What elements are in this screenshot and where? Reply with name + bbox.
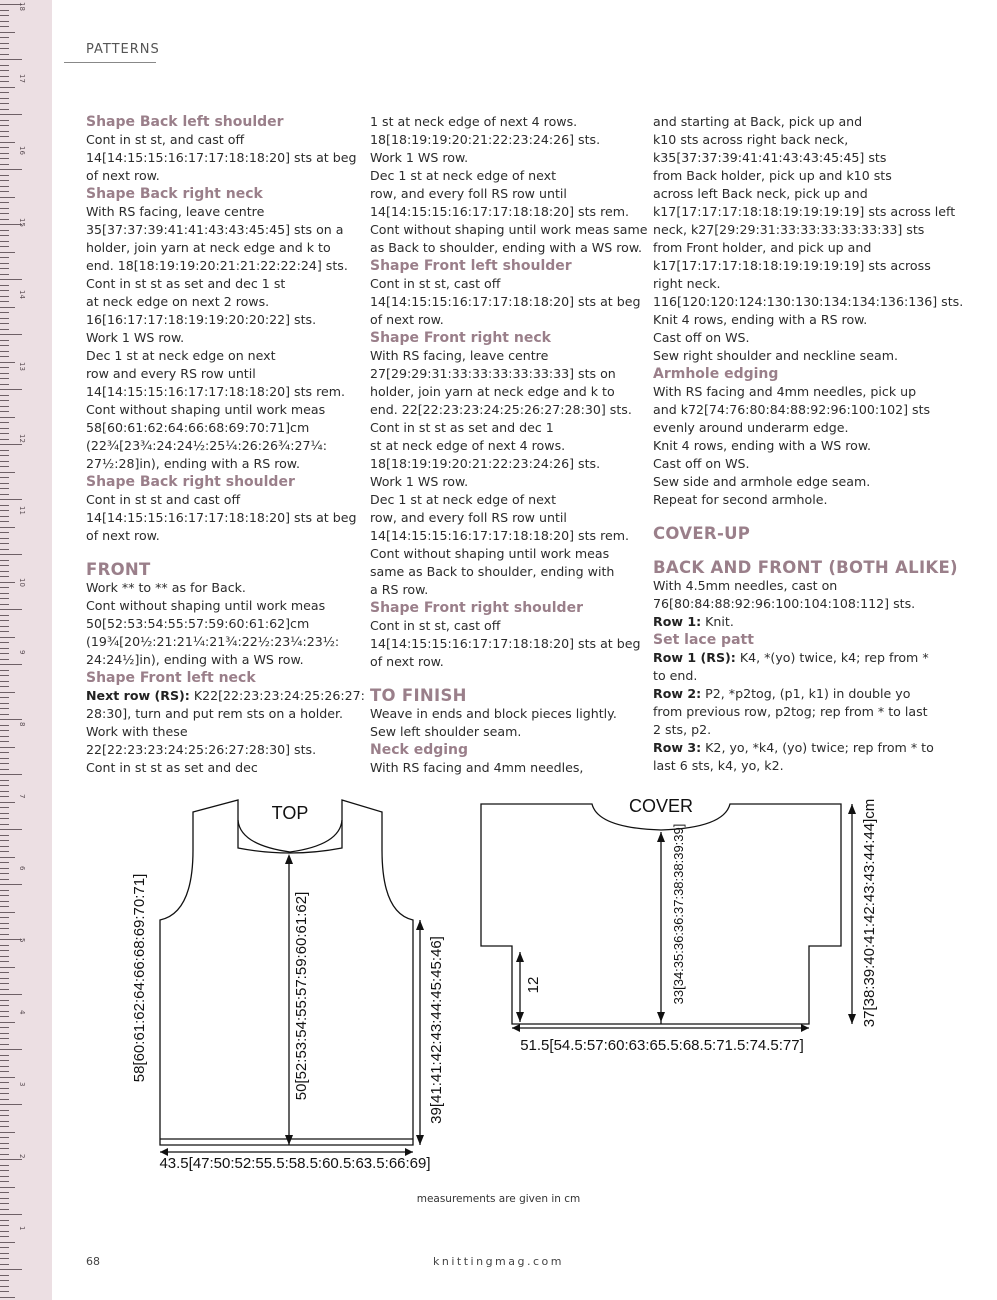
body-line: 2 sts, p2. bbox=[653, 722, 712, 737]
body-line: 14[14:15:15:16:17:17:18:18:20] sts rem. bbox=[370, 528, 630, 543]
body-line: holder, join yarn at neck edge and k to bbox=[86, 240, 331, 255]
body-line: 35[37:37:39:41:41:43:43:45:45] sts on a bbox=[86, 222, 344, 237]
row-label: Row 2: bbox=[653, 686, 702, 701]
subheading: Armhole edging bbox=[653, 366, 779, 382]
body-line: a RS row. bbox=[370, 582, 429, 597]
body-line: Work 1 WS row. bbox=[86, 330, 185, 345]
body-line: holder, join yarn at neck edge and k to bbox=[370, 384, 615, 399]
body-line: 18[18:19:19:20:21:22:23:24:26] sts. bbox=[370, 456, 601, 471]
body-line: row, and every foll RS row until bbox=[370, 510, 567, 525]
body-line: Work with these bbox=[86, 724, 188, 739]
body-line: of next row. bbox=[86, 168, 160, 183]
body-line: Work 1 WS row. bbox=[370, 150, 469, 165]
ruler-label: 5 bbox=[18, 938, 26, 943]
cover-label: COVER bbox=[628, 796, 694, 816]
body-line: across left Back neck, pick up and bbox=[653, 186, 868, 201]
body-line: Cont in st st as set and dec 1 st bbox=[86, 276, 286, 291]
section-label: PATTERNS bbox=[86, 42, 160, 57]
cover-schematic bbox=[481, 804, 852, 1028]
body-line: With RS facing, leave centre bbox=[370, 348, 549, 363]
subheading: Shape Front left neck bbox=[86, 670, 256, 686]
cover-center-label: 33[34:35:36:36:37:38:38:39:39] bbox=[671, 823, 686, 1005]
body-line: Cont in st st as set and dec 1 bbox=[370, 420, 554, 435]
body-line: 50[52:53:54:55:57:59:60:61:62]cm bbox=[86, 616, 310, 631]
subheading: Shape Front right neck bbox=[370, 330, 551, 346]
cover-width-label: 51.5[54.5:57:60:63:65.5:68.5:71.5:74.5:77] bbox=[520, 1037, 804, 1054]
subheading: Shape Back left shoulder bbox=[86, 114, 284, 130]
top-arrows bbox=[160, 854, 424, 1156]
body-line: 22[22:23:23:24:25:26:27:28:30] sts. bbox=[86, 742, 317, 757]
ruler-label: 14 bbox=[18, 290, 26, 299]
body-line: row, and every foll RS row until bbox=[370, 186, 567, 201]
body-line: k17[17:17:17:18:18:19:19:19:19] sts across bbox=[653, 258, 931, 273]
ruler-label: 15 bbox=[18, 218, 26, 227]
top-side-label: 39[41:41:42:43:44:45:45:46] bbox=[428, 936, 445, 1124]
cover-sleeve-label: 12 bbox=[525, 976, 542, 994]
body-line: 27½:28]in), ending with a RS row. bbox=[86, 456, 300, 471]
body-line: With RS facing and 4mm needles, pick up bbox=[653, 384, 917, 399]
subheading: Shape Front left shoulder bbox=[370, 258, 572, 274]
top-center-label: 50[52:53:54:55:57:59:60:61:62] bbox=[293, 891, 310, 1101]
top-outline bbox=[160, 800, 413, 1145]
top-neck-line bbox=[238, 820, 342, 853]
cover-length-label: 37[38:39:40:41:42:43:43:44:44]cm bbox=[861, 798, 878, 1028]
ruler-label: 8 bbox=[18, 722, 26, 727]
body-line: Sew left shoulder seam. bbox=[370, 724, 522, 739]
ruler-label: 12 bbox=[18, 434, 26, 443]
ruler-label: 6 bbox=[18, 866, 26, 871]
body-line: same as Back to shoulder, ending with bbox=[370, 564, 615, 579]
section-heading: COVER-UP bbox=[653, 524, 751, 543]
ruler-label: 9 bbox=[18, 650, 26, 655]
body-line: 14[14:15:15:16:17:17:18:18:20] sts rem. bbox=[370, 204, 630, 219]
body-line: 58[60:61:62:64:66:68:69:70:71]cm bbox=[86, 420, 310, 435]
body-line: row and every RS row until bbox=[86, 366, 256, 381]
body-line: from previous row, p2tog; rep from * to last bbox=[653, 704, 928, 719]
subheading: Shape Back right neck bbox=[86, 186, 263, 202]
body-line: Sew side and armhole edge seam. bbox=[653, 474, 871, 489]
body-line: 14[14:15:15:16:17:17:18:18:20] sts at beg bbox=[86, 150, 357, 165]
body-line: Weave in ends and block pieces lightly. bbox=[370, 706, 617, 721]
body-line: Cont in st st, and cast off bbox=[86, 132, 245, 147]
body-line: right neck. bbox=[653, 276, 721, 291]
row-label: Next row (RS): bbox=[86, 688, 190, 703]
body-line: Cast off on WS. bbox=[653, 330, 750, 345]
subheading: Neck edging bbox=[370, 742, 469, 758]
body-line: With RS facing, leave centre bbox=[86, 204, 265, 219]
body-line: Dec 1 st at neck edge of next bbox=[370, 168, 557, 183]
row-text: K4, *(yo) twice, k4; rep from * bbox=[735, 650, 929, 665]
body-line: at neck edge on next 2 rows. bbox=[86, 294, 270, 309]
body-line: (19¾[20½:21:21¼:21¾:22½:23¼:23½: bbox=[86, 634, 340, 649]
body-line: Cont without shaping until work meas bbox=[86, 598, 326, 613]
ruler-label: 11 bbox=[18, 506, 26, 515]
body-line: Knit 4 rows, ending with a RS row. bbox=[653, 312, 868, 327]
body-line: Dec 1 st at neck edge on next bbox=[86, 348, 276, 363]
top-label: TOP bbox=[271, 803, 309, 823]
ruler-label: 17 bbox=[18, 74, 26, 83]
measurement-note: measurements are given in cm bbox=[416, 1193, 581, 1205]
body-line: Cont in st st and cast off bbox=[86, 492, 241, 507]
body-line: end. 22[22:23:23:24:25:26:27:28:30] sts. bbox=[370, 402, 632, 417]
body-line: as Back to shoulder, ending with a WS row. bbox=[370, 240, 643, 255]
body-line: of next row. bbox=[370, 654, 444, 669]
subheading: Set lace patt bbox=[653, 632, 754, 648]
row-label: Row 1 (RS): bbox=[653, 650, 736, 665]
body-line: Cont without shaping until work meas bbox=[370, 546, 610, 561]
body-line: 27[29:29:31:33:33:33:33:33:33] sts on bbox=[370, 366, 616, 381]
body-line: 1 st at neck edge of next 4 rows. bbox=[370, 114, 578, 129]
row-label: Row 1: bbox=[653, 614, 702, 629]
body-line: Work ** to ** as for Back. bbox=[86, 580, 246, 595]
body-line: Cont without shaping until work meas same bbox=[370, 222, 648, 237]
body-line: 18[18:19:19:20:21:22:23:24:26] sts. bbox=[370, 132, 601, 147]
body-line: from Back holder, pick up and k10 sts bbox=[653, 168, 892, 183]
body-line: last 6 sts, k4, yo, k2. bbox=[653, 758, 784, 773]
top-length-label: 58[60:61:62:64:66:68:69:70:71] bbox=[131, 873, 148, 1083]
section-heading: BACK AND FRONT (BOTH ALIKE) bbox=[653, 558, 958, 577]
top-schematic bbox=[160, 800, 420, 1152]
row-text: K2, yo, *k4, (yo) twice; rep from * to bbox=[701, 740, 934, 755]
row-text: K22[22:23:23:24:25:26:27: bbox=[189, 688, 365, 703]
body-line: 14[14:15:15:16:17:17:18:18:20] sts at beg bbox=[86, 510, 357, 525]
body-line: 28:30], turn and put rem sts on a holder. bbox=[86, 706, 344, 721]
body-line: to end. bbox=[653, 668, 698, 683]
body-line: 16[16:17:17:18:19:19:20:20:22] sts. bbox=[86, 312, 317, 327]
body-line: 14[14:15:15:16:17:17:18:18:20] sts at beg bbox=[370, 294, 641, 309]
ruler-label: 4 bbox=[18, 1010, 26, 1015]
body-line: and starting at Back, pick up and bbox=[653, 114, 863, 129]
row-text: Knit. bbox=[701, 614, 734, 629]
body-line: Knit 4 rows, ending with a WS row. bbox=[653, 438, 872, 453]
body-line: With RS facing and 4mm needles, bbox=[370, 760, 584, 775]
body-line: (22¾[23¾:24:24½:25¼:26:26¾:27¼: bbox=[86, 438, 327, 453]
ruler-label: 2 bbox=[18, 1154, 26, 1159]
body-line: 116[120:120:124:130:130:134:134:136:136] sts. bbox=[653, 294, 964, 309]
body-line: Cont in st st, cast off bbox=[370, 618, 501, 633]
body-line: and k72[74:76:80:84:88:92:96:100:102] sts bbox=[653, 402, 931, 417]
body-line: Work 1 WS row. bbox=[370, 474, 469, 489]
subheading: Shape Front right shoulder bbox=[370, 600, 583, 616]
body-line: neck, k27[29:29:31:33:33:33:33:33:33] sts bbox=[653, 222, 925, 237]
page-number: 68 bbox=[86, 1255, 100, 1268]
section-heading: FRONT bbox=[86, 560, 151, 579]
ruler-label: 1 bbox=[18, 1226, 26, 1231]
body-line: 14[14:15:15:16:17:17:18:18:20] sts at beg bbox=[370, 636, 641, 651]
body-line: Cont in st st as set and dec bbox=[86, 760, 258, 775]
site-url: knittingmag.com bbox=[433, 1255, 564, 1268]
body-line: Repeat for second armhole. bbox=[653, 492, 828, 507]
body-line: k10 sts across right back neck, bbox=[653, 132, 849, 147]
body-line: 14[14:15:15:16:17:17:18:18:20] sts rem. bbox=[86, 384, 346, 399]
subheading: Shape Back right shoulder bbox=[86, 474, 295, 490]
body-line: 24:24½]in), ending with a WS row. bbox=[86, 652, 304, 667]
body-line: Sew right shoulder and neckline seam. bbox=[653, 348, 898, 363]
body-line: Cont without shaping until work meas bbox=[86, 402, 326, 417]
section-heading: TO FINISH bbox=[370, 686, 467, 705]
ruler-label: 10 bbox=[18, 578, 26, 587]
ruler-label: 18 bbox=[18, 2, 26, 11]
body-line: of next row. bbox=[86, 528, 160, 543]
body-line: st at neck edge of next 4 rows. bbox=[370, 438, 566, 453]
ruler-label: 7 bbox=[18, 794, 26, 799]
top-width-label: 43.5[47:50:52:55.5:58.5:60.5:63.5:66:69] bbox=[159, 1155, 431, 1172]
body-line: Dec 1 st at neck edge of next bbox=[370, 492, 557, 507]
body-line: from Front holder, and pick up and bbox=[653, 240, 872, 255]
body-line: end. 18[18:19:19:20:21:21:22:22:24] sts. bbox=[86, 258, 348, 273]
body-line: With 4.5mm needles, cast on bbox=[653, 578, 838, 593]
body-line: k17[17:17:17:18:18:19:19:19:19] sts across left bbox=[653, 204, 956, 219]
body-line: 76[80:84:88:92:96:100:104:108:112] sts. bbox=[653, 596, 916, 611]
body-line: of next row. bbox=[370, 312, 444, 327]
body-line: Cast off on WS. bbox=[653, 456, 750, 471]
row-label: Row 3: bbox=[653, 740, 702, 755]
ruler-label: 16 bbox=[18, 146, 26, 155]
body-line: k35[37:37:39:41:41:43:43:45:45] sts bbox=[653, 150, 887, 165]
row-text: P2, *p2tog, (p1, k1) in double yo bbox=[701, 686, 911, 701]
ruler-label: 3 bbox=[18, 1082, 26, 1087]
ruler-label: 13 bbox=[18, 362, 26, 371]
body-line: Cont in st st, cast off bbox=[370, 276, 501, 291]
body-line: evenly around underarm edge. bbox=[653, 420, 849, 435]
